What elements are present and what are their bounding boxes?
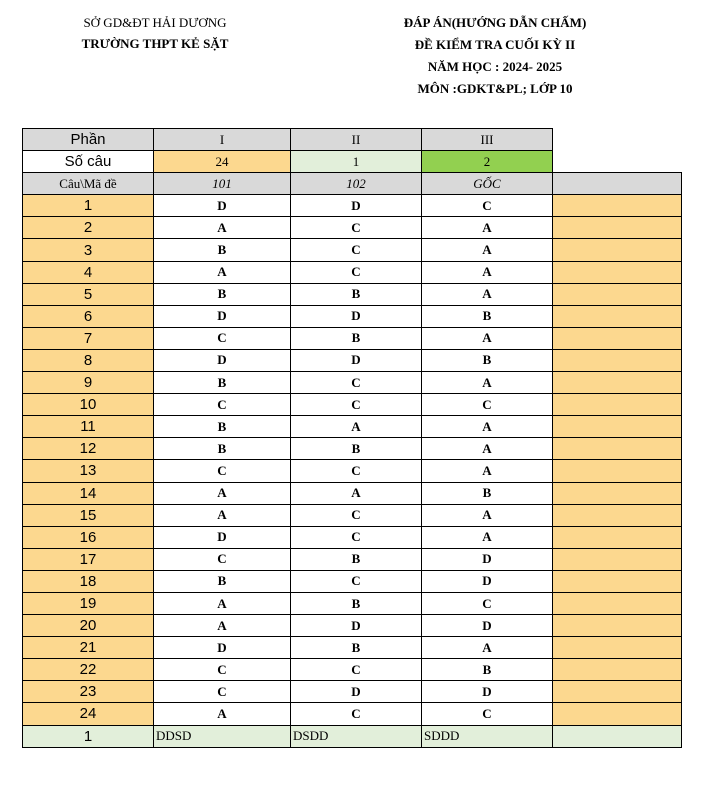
question-number: 2 — [23, 217, 154, 239]
answer-101: C — [154, 327, 291, 349]
answer-102: C — [291, 659, 422, 681]
count-1-cell: 24 — [154, 151, 291, 173]
answer-goc: A — [422, 239, 553, 261]
answer-goc: C — [422, 703, 553, 725]
extra-cell — [553, 416, 682, 438]
answer-101: D — [154, 526, 291, 548]
answer-101: B — [154, 239, 291, 261]
codes-row — [23, 173, 682, 195]
answer-goc: A — [422, 438, 553, 460]
part-label-cell: Phần — [23, 129, 154, 151]
answer-goc: D — [422, 681, 553, 703]
answer-goc: B — [422, 349, 553, 371]
empty-cell — [553, 129, 682, 151]
count-label-cell: Số câu — [23, 151, 154, 173]
tf-extra-cell — [553, 725, 682, 747]
answer-row — [23, 416, 682, 438]
answer-102: C — [291, 372, 422, 394]
parts-row — [23, 129, 682, 151]
question-number: 24 — [23, 703, 154, 725]
answer-goc: A — [422, 504, 553, 526]
answer-row — [23, 394, 682, 416]
answer-102: C — [291, 460, 422, 482]
answer-row — [23, 217, 682, 239]
answer-102: B — [291, 637, 422, 659]
answer-101: C — [154, 460, 291, 482]
document-title — [330, 12, 660, 100]
answer-102: B — [291, 283, 422, 305]
title-line-4: MÔN :GDKT&PL; LỚP 10 — [417, 81, 573, 96]
answer-row — [23, 195, 682, 217]
question-number: 13 — [23, 460, 154, 482]
question-number: 16 — [23, 526, 154, 548]
answer-row — [23, 526, 682, 548]
extra-cell — [553, 592, 682, 614]
code-2-cell: 102 — [291, 173, 422, 195]
answer-102: D — [291, 615, 422, 637]
answer-row — [23, 637, 682, 659]
question-number: 15 — [23, 504, 154, 526]
answer-goc: A — [422, 416, 553, 438]
department-name: SỞ GD&ĐT HẢI DƯƠNG — [83, 15, 227, 30]
answer-102: A — [291, 482, 422, 504]
answer-goc: C — [422, 394, 553, 416]
extra-cell — [553, 195, 682, 217]
title-line-3: NĂM HỌC : 2024- 2025 — [427, 59, 563, 74]
answer-102: C — [291, 261, 422, 283]
extra-cell — [553, 438, 682, 460]
answer-row — [23, 592, 682, 614]
answer-goc: C — [422, 195, 553, 217]
answer-row — [23, 327, 682, 349]
question-number: 5 — [23, 283, 154, 305]
answer-101: B — [154, 438, 291, 460]
answer-row — [23, 305, 682, 327]
part-2-cell: II — [291, 129, 422, 151]
code-1-cell: 101 — [154, 173, 291, 195]
answer-101: D — [154, 195, 291, 217]
answer-101: B — [154, 283, 291, 305]
answer-102: C — [291, 239, 422, 261]
question-number: 12 — [23, 438, 154, 460]
answer-101: C — [154, 659, 291, 681]
count-2-cell: 1 — [291, 151, 422, 173]
answer-row — [23, 261, 682, 283]
question-number: 8 — [23, 349, 154, 371]
answer-row — [23, 438, 682, 460]
answer-102: B — [291, 548, 422, 570]
question-number: 21 — [23, 637, 154, 659]
extra-cell — [553, 394, 682, 416]
answer-row — [23, 504, 682, 526]
question-number: 19 — [23, 592, 154, 614]
school-header — [20, 12, 290, 54]
answer-102: B — [291, 327, 422, 349]
question-number: 17 — [23, 548, 154, 570]
extra-cell — [553, 460, 682, 482]
question-number: 7 — [23, 327, 154, 349]
answer-row — [23, 239, 682, 261]
extra-cell — [553, 615, 682, 637]
answer-101: A — [154, 703, 291, 725]
extra-cell — [553, 327, 682, 349]
answer-102: D — [291, 349, 422, 371]
question-number: 20 — [23, 615, 154, 637]
answer-row — [23, 372, 682, 394]
answer-goc: A — [422, 283, 553, 305]
answer-goc: C — [422, 592, 553, 614]
answer-101: D — [154, 637, 291, 659]
answer-102: C — [291, 526, 422, 548]
answer-row — [23, 681, 682, 703]
answer-101: B — [154, 416, 291, 438]
answer-102: B — [291, 438, 422, 460]
answer-goc: A — [422, 327, 553, 349]
code-3-cell: GỐC — [422, 173, 553, 195]
question-number: 11 — [23, 416, 154, 438]
part-3-cell: III — [422, 129, 553, 151]
answer-goc: A — [422, 372, 553, 394]
title-line-1: ĐÁP ÁN(HƯỚNG DẪN CHẤM) — [403, 15, 587, 30]
answer-goc: A — [422, 217, 553, 239]
count-3-cell: 2 — [422, 151, 553, 173]
answer-row — [23, 659, 682, 681]
answer-row — [23, 548, 682, 570]
question-number: 22 — [23, 659, 154, 681]
question-number: 6 — [23, 305, 154, 327]
answer-row — [23, 570, 682, 592]
answer-row — [23, 349, 682, 371]
question-number: 10 — [23, 394, 154, 416]
extra-cell — [553, 305, 682, 327]
answer-101: A — [154, 217, 291, 239]
extra-cell — [553, 681, 682, 703]
answer-goc: A — [422, 526, 553, 548]
answer-row — [23, 482, 682, 504]
answer-goc: B — [422, 659, 553, 681]
answer-101: B — [154, 570, 291, 592]
extra-cell — [553, 349, 682, 371]
answer-goc: B — [422, 482, 553, 504]
answer-101: A — [154, 482, 291, 504]
answer-101: D — [154, 305, 291, 327]
answer-102: D — [291, 681, 422, 703]
answer-101: A — [154, 592, 291, 614]
answer-101: C — [154, 394, 291, 416]
title-line-2: ĐỀ KIỂM TRA CUỐI KỲ II — [414, 37, 576, 52]
extra-cell — [553, 217, 682, 239]
extra-cell — [553, 637, 682, 659]
question-number: 18 — [23, 570, 154, 592]
answer-goc: D — [422, 548, 553, 570]
question-number: 3 — [23, 239, 154, 261]
question-number: 9 — [23, 372, 154, 394]
answer-row — [23, 283, 682, 305]
answer-102: C — [291, 394, 422, 416]
answer-101: D — [154, 349, 291, 371]
answer-102: A — [291, 416, 422, 438]
true-false-row — [23, 725, 682, 747]
extra-cell — [553, 482, 682, 504]
counts-row — [23, 151, 682, 173]
answer-102: C — [291, 504, 422, 526]
code-extra-cell — [553, 173, 682, 195]
answer-goc: A — [422, 460, 553, 482]
question-number: 14 — [23, 482, 154, 504]
extra-cell — [553, 659, 682, 681]
answer-goc: A — [422, 637, 553, 659]
extra-cell — [553, 526, 682, 548]
extra-cell — [553, 570, 682, 592]
answer-101: B — [154, 372, 291, 394]
question-number: 23 — [23, 681, 154, 703]
answer-102: D — [291, 195, 422, 217]
question-number: 4 — [23, 261, 154, 283]
answer-101: A — [154, 615, 291, 637]
answer-goc: D — [422, 615, 553, 637]
answer-row — [23, 703, 682, 725]
extra-cell — [553, 372, 682, 394]
extra-cell — [553, 283, 682, 305]
answer-row — [23, 460, 682, 482]
tf-answer-101: DDSD — [154, 725, 291, 747]
part-1-cell: I — [154, 129, 291, 151]
answer-rows — [23, 195, 682, 725]
answer-102: C — [291, 570, 422, 592]
answer-goc: A — [422, 261, 553, 283]
answer-101: A — [154, 504, 291, 526]
question-number: 1 — [23, 195, 154, 217]
school-name: TRƯỜNG THPT KẺ SẶT — [81, 36, 229, 51]
code-label-cell: Câu\Mã đề — [23, 173, 154, 195]
extra-cell — [553, 504, 682, 526]
answer-row — [23, 615, 682, 637]
extra-cell — [553, 239, 682, 261]
empty-cell — [553, 151, 682, 173]
answer-102: C — [291, 703, 422, 725]
answer-102: B — [291, 592, 422, 614]
tf-question-number: 1 — [23, 725, 154, 747]
answer-102: C — [291, 217, 422, 239]
extra-cell — [553, 703, 682, 725]
answer-101: C — [154, 548, 291, 570]
answer-key-table — [22, 128, 682, 748]
answer-101: C — [154, 681, 291, 703]
answer-101: A — [154, 261, 291, 283]
tf-answer-goc: SDDD — [422, 725, 553, 747]
answer-102: D — [291, 305, 422, 327]
extra-cell — [553, 261, 682, 283]
tf-answer-102: DSDD — [291, 725, 422, 747]
answer-goc: D — [422, 570, 553, 592]
extra-cell — [553, 548, 682, 570]
answer-goc: B — [422, 305, 553, 327]
